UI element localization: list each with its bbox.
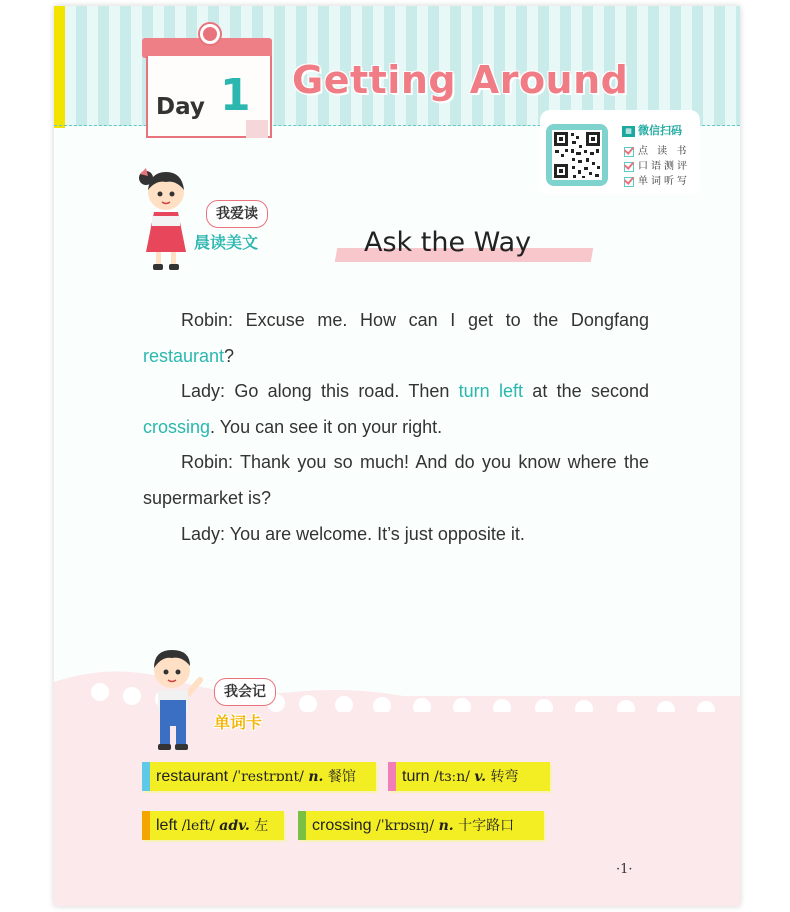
vocab-word: crossing: [312, 817, 372, 834]
passage-paragraph: Robin: Thank you so much! And do you know where the supermarket is?: [143, 452, 649, 508]
qr-panel[interactable]: [540, 110, 700, 194]
option-label: 单词听写: [638, 176, 690, 187]
word-section-label: 单词卡: [214, 713, 263, 732]
page-title: Getting Around: [292, 58, 629, 102]
read-bubble: 我爱读: [206, 200, 268, 228]
vocab-word: restaurant: [156, 768, 229, 785]
passage-paragraph: [143, 374, 649, 445]
passage-title: Ask the Way: [364, 227, 532, 258]
yellow-edge-strip: [54, 6, 65, 128]
vocab-meaning: 十字路口: [458, 818, 515, 834]
scan-label: [622, 122, 682, 138]
vocab-pos: n.: [308, 769, 324, 785]
vocab-color-bar: [142, 762, 150, 791]
vocab-word: turn: [402, 768, 430, 785]
keyword-turn-left: turn left: [458, 381, 523, 402]
boy-character-icon: [142, 644, 204, 754]
scan-label-text: 微信扫码: [638, 124, 682, 137]
option-label: 点 读 书: [638, 146, 690, 157]
vocab-phonetic: /left/: [181, 818, 215, 834]
vocab-phonetic: /ˈrestrɒnt/: [232, 769, 304, 785]
day-tag-ring: [200, 24, 220, 44]
text-run: at the second: [523, 381, 649, 402]
check-icon: [624, 162, 634, 172]
keyword-restaurant: restaurant: [143, 345, 225, 366]
vocab-color-bar: [298, 811, 306, 840]
page-number: ·1·: [616, 862, 633, 877]
day-number: 1: [220, 70, 251, 121]
wechat-scan-icon: ▦: [622, 126, 635, 137]
passage-heading: [336, 227, 592, 266]
qr-code-icon[interactable]: [546, 124, 608, 186]
vocab-meaning: 左: [254, 818, 269, 834]
vocab-meaning: 餐馆: [327, 769, 356, 785]
option-oral-test[interactable]: [624, 157, 690, 172]
day-tag-fold: [246, 120, 268, 138]
vocab-pos: adv.: [219, 818, 250, 834]
vocab-card-turn[interactable]: [388, 762, 550, 791]
passage-paragraph: Lady: You are welcome. It’s just opposite it.: [181, 523, 525, 544]
check-icon: [624, 147, 634, 157]
textbook-page: [54, 6, 740, 906]
vocab-card-restaurant[interactable]: [142, 762, 376, 791]
vocab-card-left[interactable]: [142, 811, 284, 840]
keyword-crossing: crossing: [143, 416, 211, 437]
text-run: . You can see it on your right.: [210, 416, 443, 437]
option-dictation[interactable]: [624, 172, 690, 187]
reading-section-label: 晨读美文: [194, 233, 259, 252]
day-tag: [142, 34, 272, 142]
day-label: Day: [156, 94, 205, 120]
text-run: ?: [224, 345, 235, 366]
remember-bubble: 我会记: [214, 678, 276, 706]
reading-passage: [143, 303, 649, 552]
option-read-aloud[interactable]: [624, 142, 689, 157]
vocab-word: left: [156, 817, 178, 834]
passage-paragraph: [143, 303, 649, 374]
vocab-card-crossing[interactable]: [298, 811, 544, 840]
text-run: Lady: Go along this road. Then: [181, 381, 459, 402]
vocab-pos: n.: [438, 818, 454, 834]
option-label: 口语测评: [638, 161, 690, 172]
vocab-meaning: 转弯: [490, 769, 519, 785]
text-run: Robin: Excuse me. How can I get to the Dongfang: [181, 310, 649, 330]
check-icon: [624, 177, 634, 187]
vocab-pos: v.: [474, 769, 487, 785]
vocab-phonetic: /tɜːn/: [434, 769, 470, 785]
vocab-phonetic: /ˈkrɒsɪŋ/: [376, 818, 435, 834]
vocab-color-bar: [142, 811, 150, 840]
vocab-color-bar: [388, 762, 396, 791]
girl-character-icon: [136, 164, 196, 274]
